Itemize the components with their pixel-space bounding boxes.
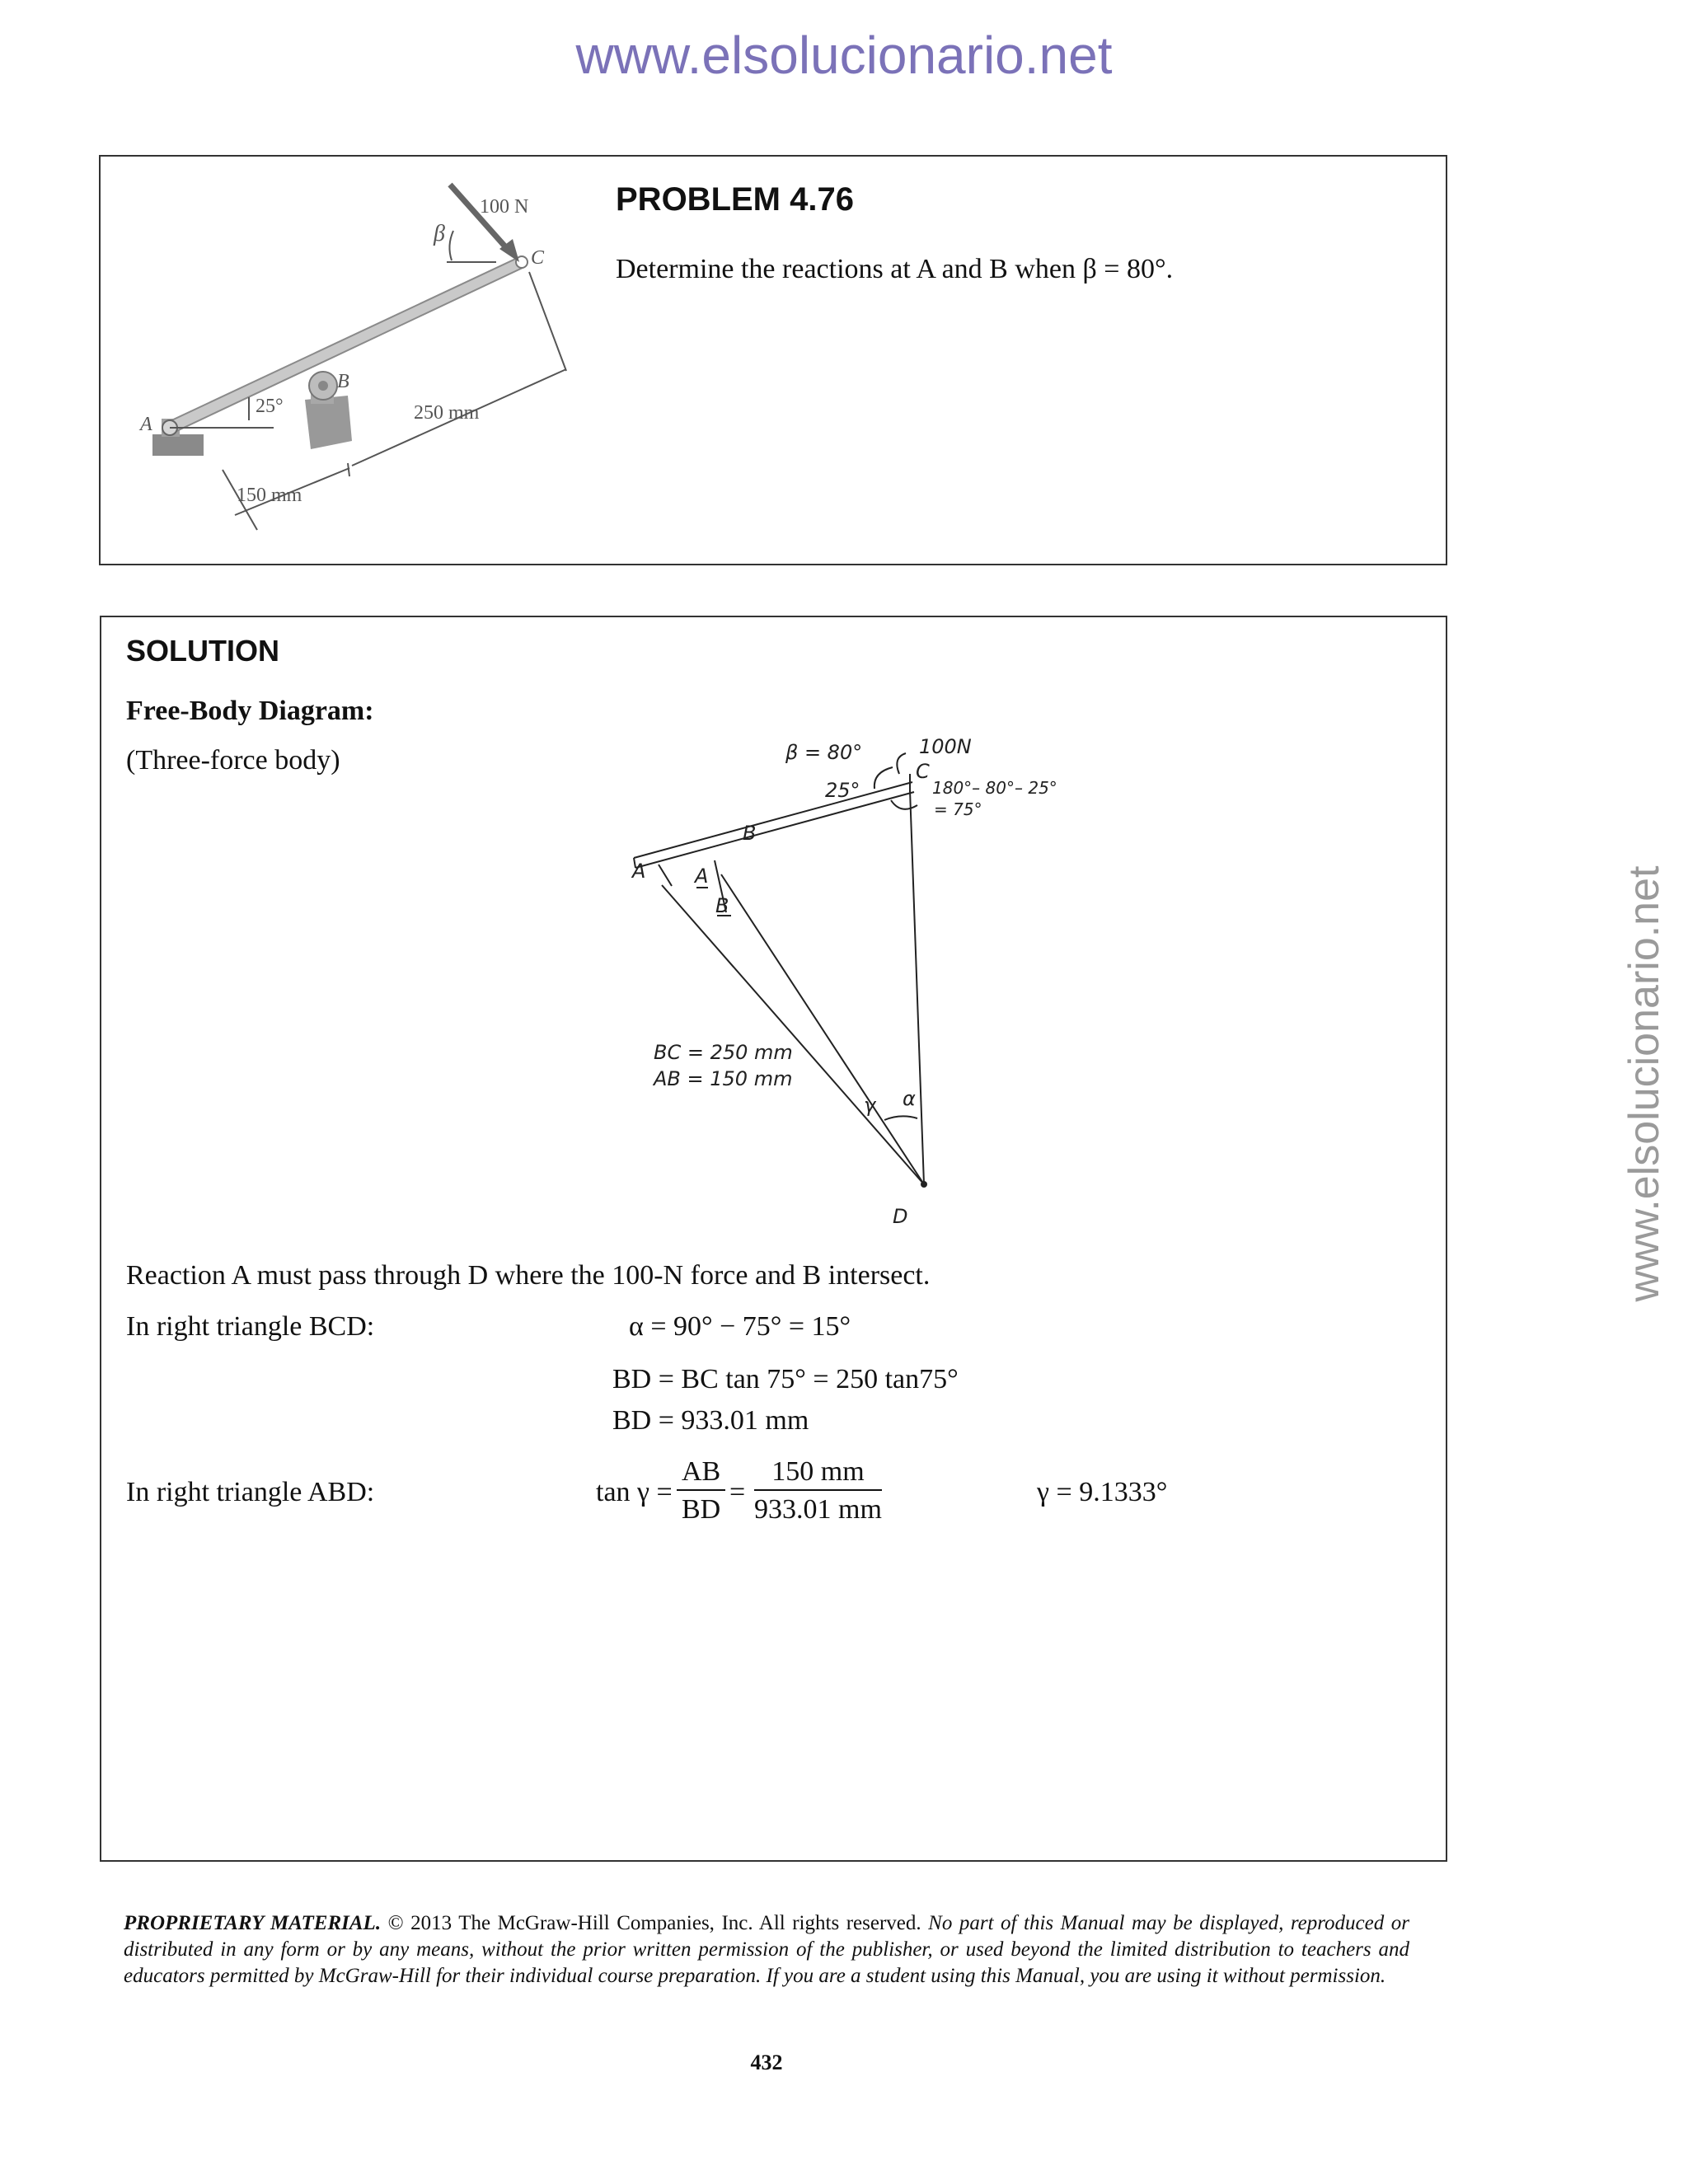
sketch-ab: AB = 150 mm <box>654 1067 793 1090</box>
fraction-ab-numerator: AB <box>677 1456 725 1491</box>
bd-equation-1: BD = BC tan 75° = 250 tan75° <box>612 1364 959 1394</box>
problem-box <box>99 155 1447 565</box>
gamma-result: γ = 9.1333° <box>1037 1477 1168 1507</box>
label-b: B <box>337 371 349 392</box>
label-ab: 150 mm <box>237 485 302 506</box>
fraction-bd-denominator: BD <box>682 1494 721 1525</box>
alpha-equation: α = 90° − 75° = 15° <box>629 1311 851 1342</box>
sketch-alpha: α <box>903 1087 916 1110</box>
sketch-beta: β = 80° <box>785 741 863 764</box>
fraction-values <box>754 1456 882 1526</box>
sketch-b: B <box>743 822 757 845</box>
problem-title: PROBLEM 4.76 <box>616 181 854 218</box>
support-a-base <box>152 434 204 456</box>
fraction-ab-bd <box>677 1456 725 1526</box>
label-beta: β <box>434 221 445 246</box>
problem-figure <box>101 157 595 544</box>
solution-title: SOLUTION <box>126 634 279 668</box>
bd-equation-2: BD = 933.01 mm <box>612 1405 809 1436</box>
solution-box <box>100 616 1447 1862</box>
sketch-gamma: γ <box>864 1094 876 1117</box>
label-a: A <box>140 414 152 435</box>
label-angle: 25° <box>256 396 284 417</box>
sketch-bvec: B <box>715 894 729 917</box>
sketch-avec: A <box>695 865 709 888</box>
sketch-angle-calc2: = 75° <box>934 799 982 819</box>
free-body-sketch <box>546 735 1123 1260</box>
label-c: C <box>531 247 545 269</box>
sketch-d: D <box>893 1205 908 1228</box>
label-bc: 250 mm <box>414 402 480 424</box>
sketch-a: A <box>632 860 646 883</box>
sketch-bc: BC = 250 mm <box>654 1041 793 1064</box>
page-number: 432 <box>750 2050 783 2074</box>
fbd-note: (Three-force body) <box>126 745 340 776</box>
watermark-side[interactable]: www.elsolucionario.net <box>1620 865 1668 1302</box>
tan-gamma-prefix: tan γ = <box>596 1477 673 1507</box>
sketch-force: 100N <box>919 735 972 758</box>
footer-notice <box>124 1910 1409 1990</box>
equals-sign: = <box>729 1477 746 1507</box>
watermark-top[interactable]: www.elsolucionario.net <box>575 26 1113 85</box>
bcd-label: In right triangle BCD: <box>126 1311 375 1342</box>
fraction-value-denominator: 933.01 mm <box>754 1494 882 1525</box>
reaction-line: Reaction A must pass through D where the 100-N force and B intersect. <box>126 1260 931 1291</box>
fraction-value-numerator: 150 mm <box>754 1456 882 1491</box>
footer-copyright: © 2013 The McGraw-Hill Companies, Inc. All rights reserved. <box>387 1912 921 1934</box>
sketch-angle-calc1: 180°– 80°– 25° <box>932 778 1057 798</box>
abd-label: In right triangle ABD: <box>126 1477 375 1507</box>
problem-statement: Determine the reactions at A and B when β = 80°. <box>616 254 1174 284</box>
fbd-heading: Free-Body Diagram: <box>126 696 374 726</box>
force-arrow <box>450 185 510 252</box>
sketch-angle25: 25° <box>825 779 860 802</box>
footer-bold: PROPRIETARY MATERIAL. <box>124 1912 382 1934</box>
label-force: 100 N <box>480 196 529 218</box>
footer-notice-text: No part of this Manual may be displayed, reproduced or distributed in any form or by any means, without the prior written permission of the publisher, or used beyond the limited distribution to teachers and educators permitted by McGraw-Hill for their individual course preparation. If you are a student using this Manual, you are using it without permission. <box>124 1912 1409 1987</box>
sketch-c: C <box>916 760 930 783</box>
